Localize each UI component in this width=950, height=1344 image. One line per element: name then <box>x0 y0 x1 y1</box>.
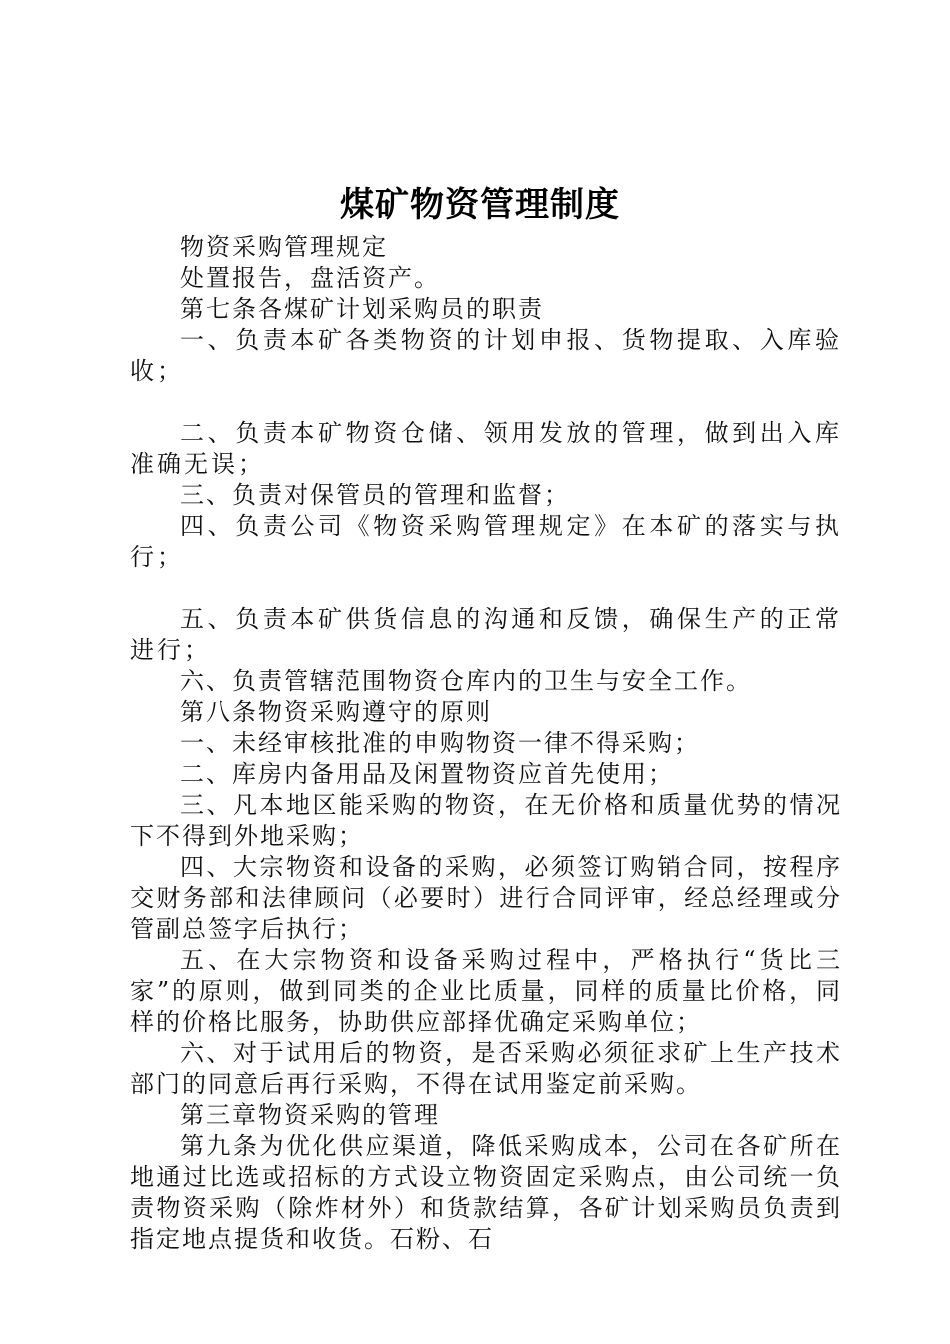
document-title: 煤矿物资管理制度 <box>340 185 620 225</box>
paragraph: 第七条各煤矿计划采购员的职责 <box>180 295 544 323</box>
paragraph: 一、负责本矿各类物资的计划申报、货物提取、入库验收； <box>130 326 842 385</box>
paragraph: 三、负责对保管员的管理和监督； <box>180 481 570 509</box>
paragraph: 四、大宗物资和设备的采购，必须签订购销合同，按程序交财务部和法律顾问（必要时）进行合同评审，经总经理或分管副总签字后执行； <box>130 853 842 943</box>
paragraph: 五、在大宗物资和设备采购过程中，严格执行“货比三家”的原则，做到同类的企业比质量，同样的质量比价格，同样的价格比服务，协助供应部择优确定采购单位； <box>130 946 842 1036</box>
paragraph: 第三章物资采购的管理 <box>180 1101 440 1129</box>
document-body <box>130 232 842 1255</box>
paragraph: 第八条物资采购遵守的原则 <box>180 698 492 726</box>
paragraph: 四、负责公司《物资采购管理规定》在本矿的落实与执行； <box>130 512 842 571</box>
paragraph: 三、凡本地区能采购的物资，在无价格和质量优势的情况下不得到外地采购； <box>130 791 842 850</box>
paragraph: 二、负责本矿物资仓储、领用发放的管理，做到出入库准确无误； <box>130 419 842 478</box>
paragraph: 五、负责本矿供货信息的沟通和反馈，确保生产的正常进行； <box>130 605 842 664</box>
paragraph: 一、未经审核批准的申购物资一律不得采购； <box>180 729 700 757</box>
paragraph: 物资采购管理规定 <box>180 233 388 261</box>
blank-line <box>130 387 842 418</box>
paragraph: 二、库房内备用品及闲置物资应首先使用； <box>180 760 674 788</box>
paragraph: 六、对于试用后的物资，是否采购必须征求矿上生产技术部门的同意后再行采购，不得在试用鉴定前采购。 <box>130 1039 842 1098</box>
paragraph: 处置报告，盘活资产。 <box>180 264 440 292</box>
blank-line <box>130 573 842 604</box>
paragraph: 第九条为优化供应渠道，降低采购成本，公司在各矿所在地通过比选或招标的方式设立物资固定采购点，由公司统一负责物资采购（除炸材外）和货款结算，各矿计划采购员负责到指定地点提货和收货。石粉、石 <box>130 1132 842 1253</box>
paragraph: 六、负责管辖范围物资仓库内的卫生与安全工作。 <box>180 667 752 695</box>
